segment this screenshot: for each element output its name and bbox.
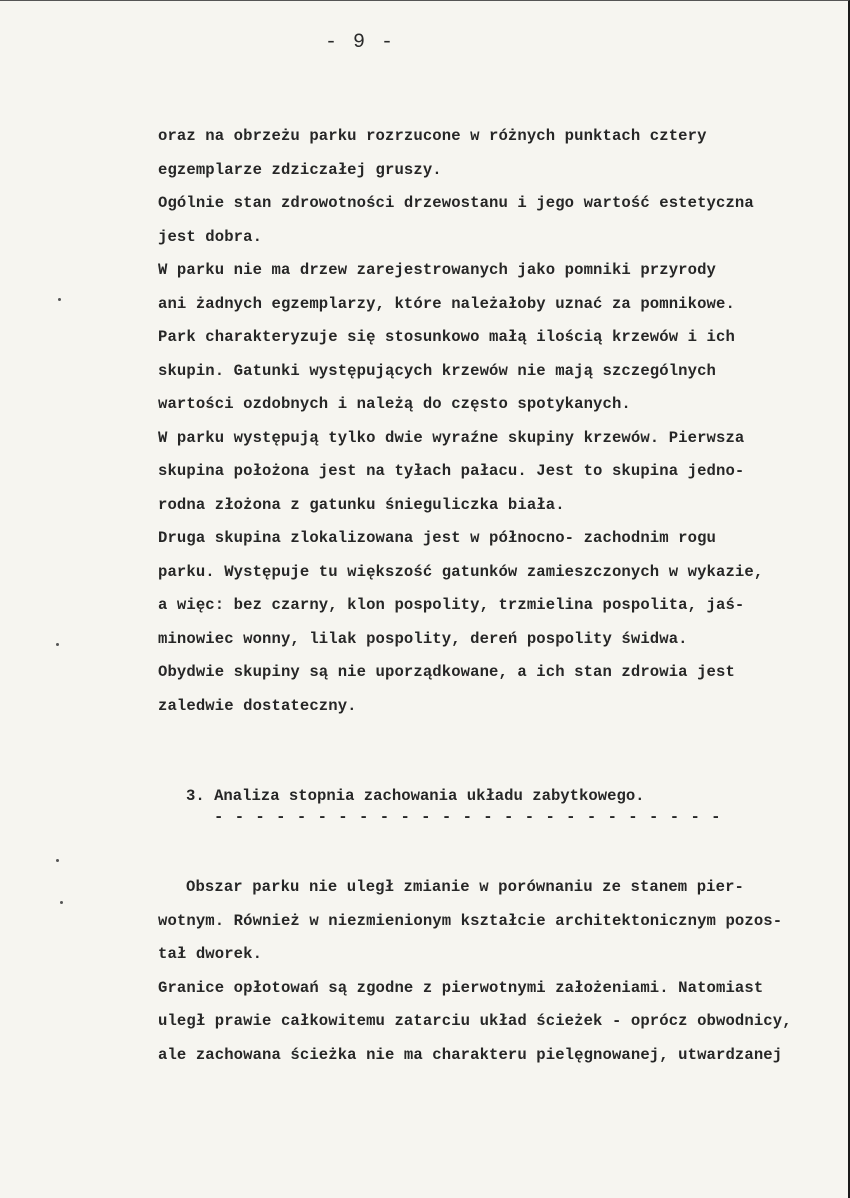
- text-line: minowiec wonny, lilak pospolity, dereń pospolity świdwa.: [158, 629, 688, 648]
- text-line: skupina położona jest na tyłach pałacu. Jest to skupina jedno-: [158, 462, 745, 480]
- text-line: Granice opłotowań są zgodne z pierwotnymi założeniami. Natomiast: [158, 978, 764, 997]
- text-line: Obszar parku nie uległ zmianie w porównaniu ze stanem pier-: [186, 878, 745, 896]
- text-line: wotnym. Również w niezmienionym kształcie architektonicznym pozos-: [158, 911, 783, 930]
- text-line: a więc: bez czarny, klon pospolity, trzmielina pospolita, jaś-: [158, 596, 745, 614]
- text-line: Ogólnie stan zdrowotności drzewostanu i jego wartość estetyczna: [158, 194, 754, 212]
- margin-speck: [56, 859, 59, 862]
- text-line: rodna złożona z gatunku śnieguliczka biała.: [158, 495, 565, 514]
- text-line: Obydwie skupiny są nie uporządkowane, a ich stan zdrowia jest: [158, 663, 735, 681]
- text-line: Park charakteryzuje się stosunkowo małą ilością krzewów i ich: [158, 328, 735, 346]
- text-line: Druga skupina zlokalizowana jest w północno- zachodnim rogu: [158, 529, 717, 547]
- text-line: W parku nie ma drzew zarejestrowanych jako pomniki przyrody: [158, 261, 717, 279]
- margin-speck: [60, 901, 63, 904]
- text-line: W parku występują tylko dwie wyraźne skupiny krzewów. Pierwsza: [158, 428, 745, 447]
- margin-speck: [58, 298, 61, 301]
- margin-speck: [56, 643, 59, 646]
- text-line: ale zachowana ścieżka nie ma charakteru pielęgnowanej, utwardzanej: [158, 1045, 783, 1064]
- text-line: parku. Występuje tu większość gatunków zamieszczonych w wykazie,: [158, 562, 764, 581]
- heading-underline: - - - - - - - - - - - - - - - - - - - - - - - - -: [214, 808, 722, 826]
- text-line: skupin. Gatunki występujących krzewów nie mają szczególnych: [158, 361, 717, 380]
- section-paragraphs: [158, 871, 792, 1072]
- text-line: jest dobra.: [158, 227, 263, 246]
- text-line: ani żadnych egzemplarzy, które należałoby uznać za pomnikowe.: [158, 294, 735, 313]
- text-line: wartości ozdobnych i należą do często spotykanych.: [158, 395, 631, 413]
- section-heading: 3. Analiza stopnia zachowania układu zabytkowego.: [186, 787, 645, 805]
- body-paragraphs: [158, 120, 763, 723]
- text-line: oraz na obrzeżu parku rozrzucone w różnych punktach cztery: [158, 127, 707, 145]
- text-line: egzemplarze zdziczałej gruszy.: [158, 160, 442, 179]
- page-number: - 9 -: [324, 31, 395, 54]
- text-line: zaledwie dostateczny.: [158, 696, 357, 715]
- text-line: tał dworek.: [158, 945, 263, 963]
- text-line: uległ prawie całkowitemu zatarciu układ ścieżek - oprócz obwodnicy,: [158, 1012, 792, 1030]
